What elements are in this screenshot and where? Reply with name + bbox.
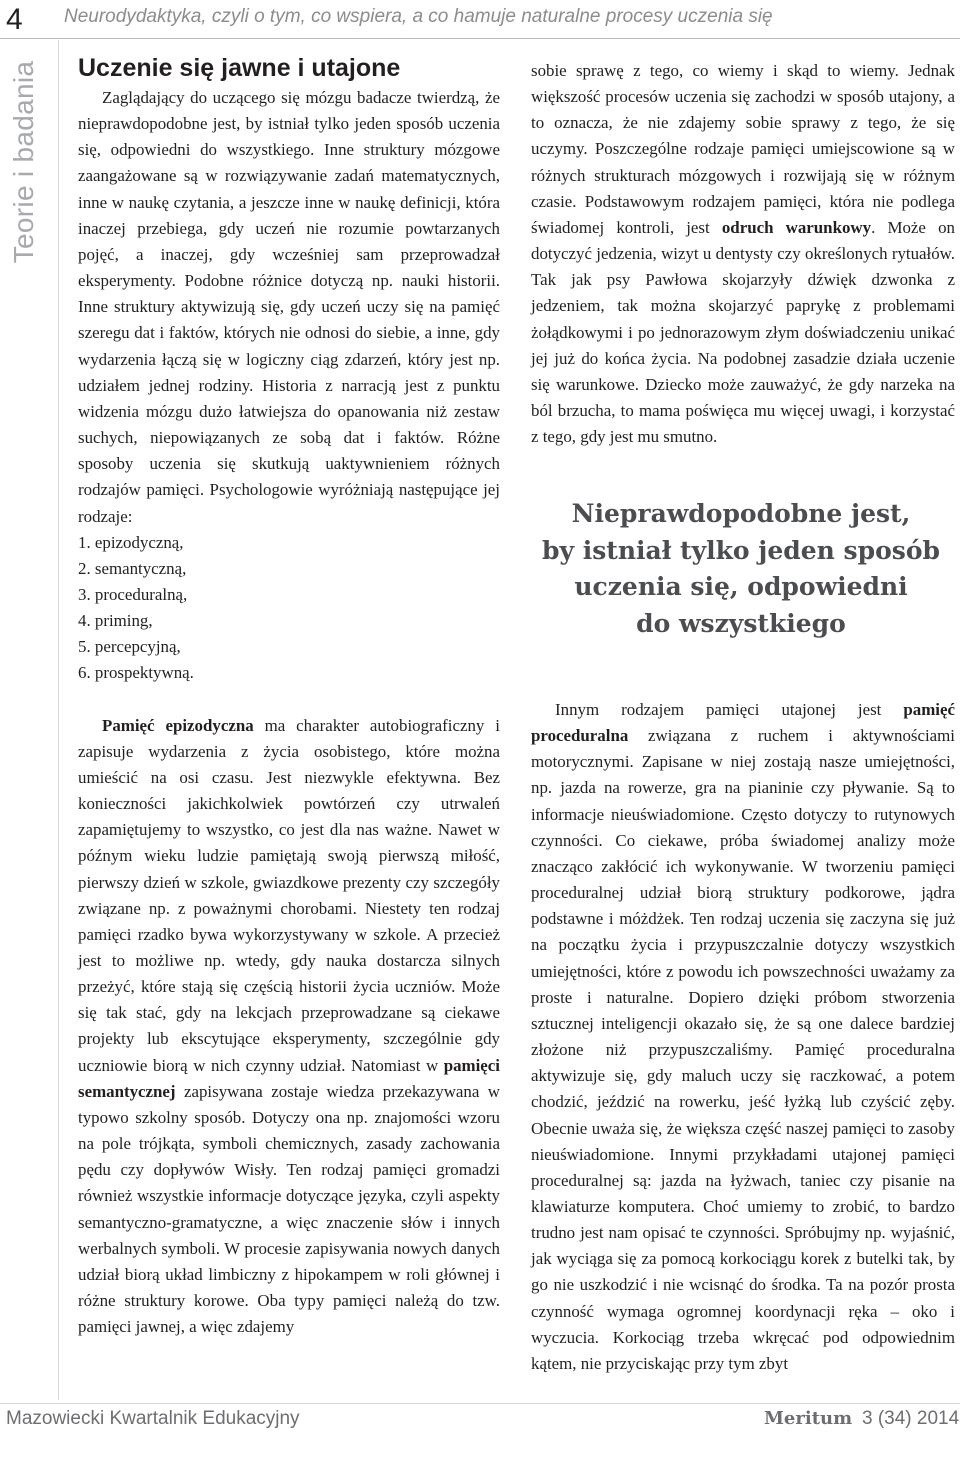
list-item: 2. semantyczną,	[78, 558, 187, 578]
footer-publication: Mazowiecki Kwartalnik Edukacyjny	[6, 1408, 300, 1429]
term-episodic-memory: Pamięć epizodyczna	[102, 715, 254, 735]
paragraph-text: zapisywana zostaje wiedza przekazywana w typowo szkolny sposób. Dotyczy ona np. znajomości wzoru na pole trójkąta, symboli chemicznych, zasady zachowania pędu czy dopływów Wisły. Ten rodzaj pamięci gromadzi również wszystkie informacje dotyczące języka, czyli aspekty semantyczno-gramatyczne, a więc znaczenie słów i innych werbalnych symboli. W procesie zapisywania nowych danych udział biorą układ limbiczny z hipokampem w roli głównej i różne struktury korowe. Oba typy pamięci należą do tzw. pamięci jawnej, a więc zdajemy	[78, 1081, 500, 1337]
footer-brand-logo: Meritum	[764, 1408, 853, 1429]
memory-types-list	[78, 530, 500, 687]
list-item: 3. proceduralną,	[78, 584, 188, 604]
paragraph-episodic-memory	[78, 713, 500, 1341]
list-item: 4. priming,	[78, 611, 153, 631]
pull-quote-line: do wszystkiego	[636, 608, 846, 638]
list-item: 1. epizodyczną,	[78, 532, 184, 552]
paragraph-intro: Zaglądający do uczącego się mózgu badacze twierdzą, że nieprawdopodobne jest, by istniał tylko jeden sposób uczenia się, odpowiedni do wszystkiego. Inne struktury mózgowe zaangażowane są w rozwiązywanie zadań matematycznych, inne w naukę czytania, a jeszcze inne w naukę definicji, która inaczej przebiega, gdy uczeń nie rozumie powtarzanych pojęć, a inaczej, gdy wcześniej sam przeprowadzał eksperymenty. Podobne różnice dotyczą np. nauki historii. Inne struktury aktywizują się, gdy uczeń uczy się na pamięć szeregu dat i faktów, których nie odnosi do siebie, a inne, gdy wydarzenia łączą się w logiczny ciąg zdarzeń, który jest np. udziałem jednej rodziny. Historia z narracją jest z punktu widzenia mózgu dużo łatwiejsza do opanowania niż zestaw suchych, niepowiązanych ze sobą dat i faktów. Różne sposoby uczenia się skutkują uaktywnieniem różnych rodzajów pamięci. Psychologowie wyróżniają następujące jej rodzaje:	[78, 88, 500, 526]
running-header-title: Neurodydaktyka, czyli o tym, co wspiera, a co hamuje naturalne procesy uczenia się	[64, 6, 773, 27]
list-item: 5. percepcyjną,	[78, 637, 181, 657]
paragraph-text: . Może on dotyczyć jedzenia, wizyt u dentysty czy określonych rytuałów. Tak jak psy Pawłowa skojarzyły dźwięk dzwonka z jedzeniem, tak można skojarzyć paprykę z problemami żołądkowymi i po jednorazowym złym doświadczeniu unikać jej już do końca życia. Na podobnej zasadzie działa uczenie się warunkowe. Dziecko może zauważyć, że gdy narzeka na ból brzucha, to mama poświęca mu więcej uwagi, i korzystać z tego, gdy jest mu smutno.	[531, 217, 955, 447]
term-semantic-memory: pamięci semantycznej	[78, 1055, 500, 1101]
header-divider	[0, 38, 960, 39]
footer-issue: 3 (34) 2014	[862, 1408, 960, 1429]
margin-divider	[58, 40, 59, 1400]
left-column	[78, 85, 500, 1340]
pull-quote-line: Nieprawdopodobne jest,	[571, 499, 911, 528]
side-tab-label: Teorie i badania	[8, 60, 39, 264]
paragraph-text: Innym rodzajem pamięci utajonej jest	[555, 700, 904, 719]
paragraph-text: ma charakter autobiograficzny i zapisuje wydarzenia z życia osobistego, które można umieścić na osi czasu. Jest niezwykle efektywna. Bez konieczności jakichkolwiek powtórzeń czy utrwaleń zapamiętujemy to wszystko, co jest dla nas ważne. Nawet w późnym wieku ludzie pamiętają swoją pierwszą miłość, pierwszy dzień w szkole, gwiazdkowe prezenty czy szczegóły związane np. z poważnymi chorobami. Niestety ten rodzaj pamięci rzadko bywa wykorzystywany w szkole. A przecież jest to możliwe np. wtedy, gdy nauka dostarcza silnych przeżyć, które stają się częścią historii życia uczniów. Może się tak stać, gdy na lekcjach przeprowadzane są ciekawe projekty lub ekscytujące eksperymenty, szczególnie gdy uczniowie biorą w nich czynny udział. Natomiast w	[78, 715, 500, 1075]
page-number: 4	[6, 3, 23, 36]
paragraph-text: związana z ruchem i aktywnościami motorycznymi. Zapisane w niej zostają nasze umiejętności, np. jazda na rowerze, gra na pianinie czy pływanie. Są to informacje nieuświadomione. Często dotyczy to rutynowych czynności. Co ciekawe, próba świadomej analizy może znacząco zakłócić ich wykonywanie. W tworzeniu pamięci proceduralnej udział biorą struktury podkorowe, jądra podstawne i móżdżek. Ten rodzaj uczenia się zaczyna się już na początku życia i przypuszczalnie dotyczy wszystkich umiejętności, które z powodu ich powszechności uważamy za proste i naturalne. Dopiero dzięki próbom stworzenia sztucznej inteligencji okazało się, że są one dalece bardziej złożone niż przypuszczaliśmy. Pamięć proceduralna aktywizuje się, gdy maluch uczy się raczkować, a potem chodzić, jeździć na rowerku, jeść łyżką lub czyścić zęby. Obecnie uważa się, że większa część naszej pamięci to zasoby nieuświadomione. Innymi przykładami utajonej pamięci proceduralnej są: jazda na łyżwach, taniec czy pisanie na klawiaturze komputera. Choć umiemy to zrobić, to bardzo trudno jest nam opisać te czynności. Spróbujmy np. wyjaśnić, jak wyciąga się za pomocą korkociągu korek z butelki tak, by go nie uszkodzić i nie wcisnąć do środka. Ta na pozór prosta czynność wymaga ogromnej koordynacji ręka – oko i wyczucia. Korkociąg trzeba wkręcać pod odpowiednim kątem, nie przyciskając przy tym zbyt	[531, 726, 955, 1373]
pull-quote-line: uczenia się, odpowiedni	[574, 572, 908, 601]
paragraph-implicit-learning	[531, 58, 955, 450]
right-column	[531, 58, 955, 450]
paragraph-procedural-memory	[531, 697, 955, 1377]
section-title: Uczenie się jawne i utajone	[78, 54, 401, 82]
right-column-lower	[531, 697, 955, 1377]
list-item: 6. prospektywną.	[78, 663, 194, 683]
pull-quote	[522, 496, 960, 642]
pull-quote-line: by istniał tylko jeden sposób	[542, 535, 940, 565]
term-procedural-memory: pamięć proceduralna	[531, 700, 955, 746]
section-side-tab	[2, 42, 46, 282]
footer-divider	[0, 1403, 960, 1404]
term-conditioned-reflex: odruch warunkowy	[721, 217, 872, 237]
paragraph-text: sobie sprawę z tego, co wiemy i skąd to wiemy. Jednak większość procesów uczenia się zachodzi w sposób utajony, a to oznacza, że nie zdajemy sobie sprawy z tego, że się uczymy. Poszczególne rodzaje pamięci umiejscowione są w różnych strukturach mózgowych i rozwijają się w różnym czasie. Podstawowym rodzajem pamięci, która nie podlega świadomej kontroli, jest	[531, 61, 955, 237]
paragraph-gap	[78, 687, 500, 713]
